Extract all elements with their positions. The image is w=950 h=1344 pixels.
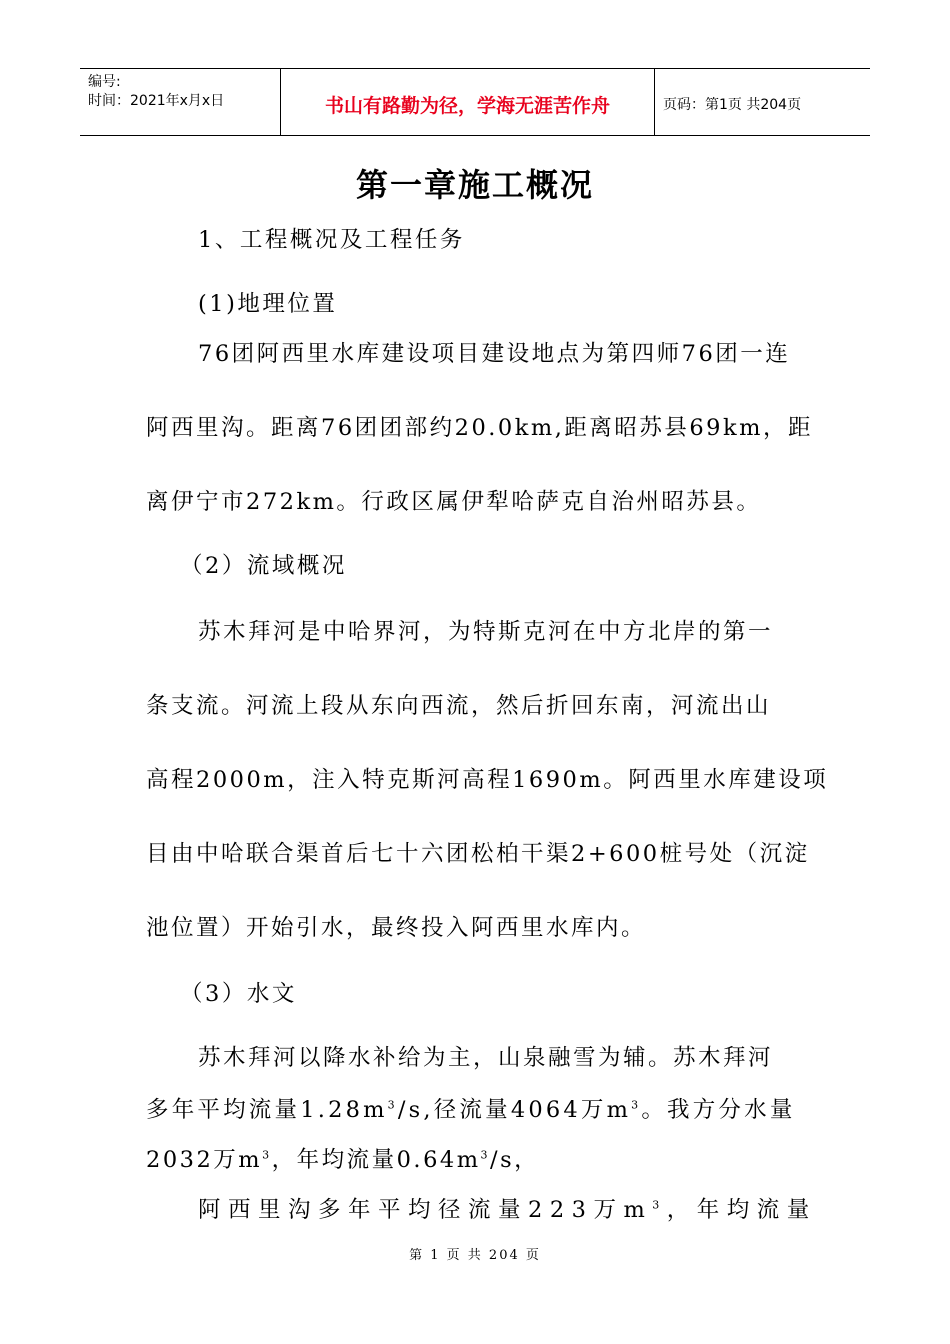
subsection-heading-location: (1)地理位置 (198, 291, 338, 317)
paragraph-line: 76团阿西里水库建设项目建设地点为第四师76团一连 (198, 341, 791, 367)
paragraph-line: 池位置）开始引水，最终投入阿西里水库内。 (146, 915, 647, 941)
paragraph-line: 离伊宁市272km。行政区属伊犁哈萨克自治州昭苏县。 (146, 489, 762, 515)
subsection-heading-basin: （2）流域概况 (180, 553, 347, 579)
page-footer: 第 1 页 共 204 页 (409, 1248, 541, 1263)
chapter-title: 第一章施工概况 (355, 166, 594, 204)
time-label: 时间：2021年x月x日 (88, 93, 225, 109)
paragraph-line-last: 阿西里沟多年平均径流量223万$m^3$，年均流量 (198, 1197, 817, 1223)
paragraph-line: 目由中哈联合渠首后七十六团松柏干渠2+600桩号处（沉淀 (146, 841, 810, 867)
subsection-heading-hydrology: （3）水文 (180, 981, 297, 1007)
paragraph-line: 苏木拜河是中哈界河，为特斯克河在中方北岸的第一 (198, 619, 774, 645)
header-meta (80, 69, 281, 135)
paragraph-line: 苏木拜河以降水补给为主，山泉融雪为辅。苏木拜河 (198, 1045, 774, 1071)
page-header (80, 68, 870, 136)
paragraph-line-flow: 多年平均流量$1.28m^3/s$,径流量4064万$m^3$。我方分水量 (146, 1097, 796, 1123)
paragraph-line-flow-2: 2032万$m^3$，年均流量$0.64m^3/s$， (146, 1147, 540, 1173)
paragraph-line: 条支流。河流上段从东向西流，然后折回东南，河流出山 (146, 693, 772, 719)
section-heading-1: 1、工程概况及工程任务 (198, 227, 465, 253)
paragraph-line: 高程2000m，注入特克斯河高程1690m。阿西里水库建设项 (146, 767, 829, 793)
number-label: 编号: (88, 74, 121, 90)
paragraph-line: 阿西里沟。距离76团团部约20.0km,距离昭苏县69km，距 (146, 415, 813, 441)
header-page-info: 页码：第1页 共204页 (663, 97, 802, 113)
header-motto: 书山有路勤为径，学海无涯苦作舟 (281, 69, 655, 135)
